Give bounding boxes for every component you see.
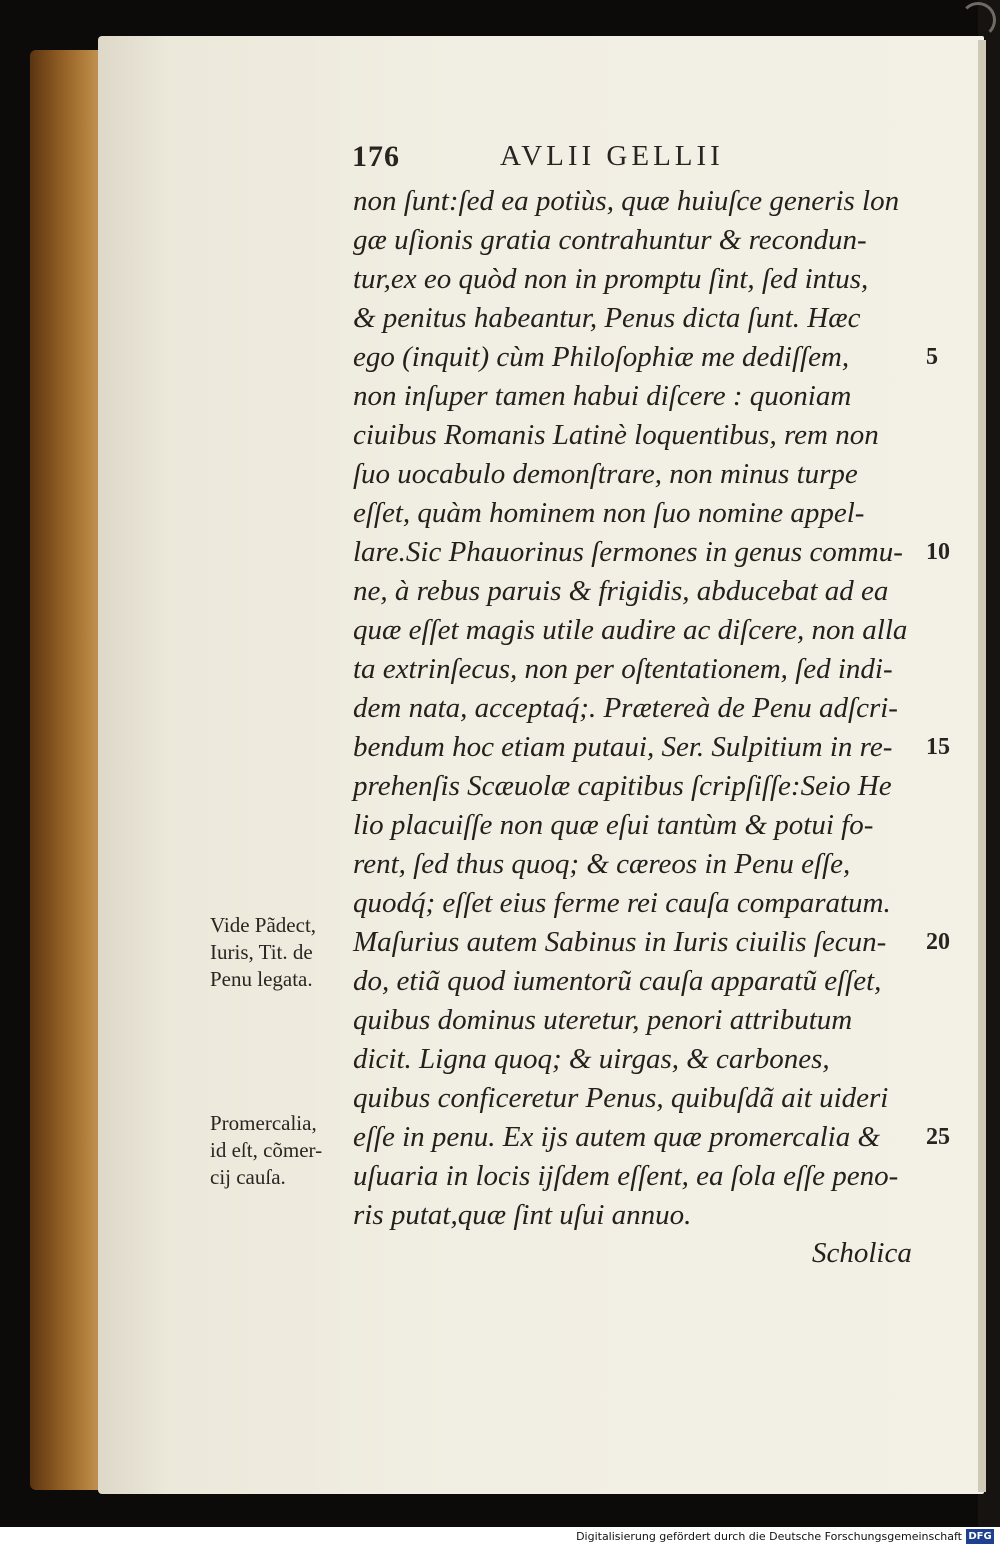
footer-bar	[0, 1527, 1000, 1547]
line-number: 15	[926, 734, 950, 760]
margin-note-promercalia	[210, 1110, 360, 1191]
page-number: 176	[352, 140, 400, 173]
margin-note-line: Iuris, Tit. de	[210, 940, 313, 964]
text-line: dicit. Ligna quoq; & uirgas, & carbones,	[353, 1043, 830, 1075]
running-title: AVLII GELLII	[500, 140, 724, 172]
line-number: 10	[926, 539, 950, 565]
text-line: quibus conficeretur Penus, quibuſdã ait uideri	[353, 1082, 889, 1114]
text-line: non ſunt:ſed ea potiùs, quæ huiuſce generis lon	[353, 185, 900, 217]
margin-note-line: id eſt, cõmer-	[210, 1138, 323, 1162]
clasp-mark-icon	[960, 2, 996, 38]
dfg-logo-icon: DFG	[966, 1529, 994, 1544]
main-text	[353, 182, 925, 1235]
text-line: non inſuper tamen habui diſcere : quoniam	[353, 380, 852, 412]
text-line: uſuaria in locis ijſdem eſſent, ea ſola eſſe peno-	[353, 1160, 899, 1192]
margin-note-line: cij cauſa.	[210, 1165, 286, 1189]
page-fore-edge	[978, 40, 986, 1492]
text-line: Maſurius autem Sabinus in Iuris ciuilis ſecun-	[353, 926, 887, 958]
margin-note-line: Promercalia,	[210, 1111, 317, 1135]
text-line: ris putat,quæ ſint uſui annuo.	[353, 1199, 692, 1231]
margin-note-line: Vide Pãdect,	[210, 913, 317, 937]
text-line: quibus dominus uteretur, penori attributum	[353, 1004, 853, 1036]
line-number: 5	[926, 344, 938, 370]
text-line: eſſet, quàm hominem non ſuo nomine appel-	[353, 497, 865, 529]
text-line: quæ eſſet magis utile audire ac diſcere, non alla	[353, 614, 908, 646]
margin-note-pandect	[210, 912, 360, 993]
text-line: do, etiã quod iumentorũ cauſa apparatũ eſſet,	[353, 965, 882, 997]
running-head	[352, 138, 792, 178]
text-line: & penitus habeantur, Penus dicta ſunt. Hæc	[353, 302, 861, 334]
text-line: gæ uſionis gratia contrahuntur & recondun-	[353, 224, 867, 256]
text-line: ſuo uocabulo demonſtrare, non minus turpe	[353, 458, 858, 490]
text-line: rent, ſed thus quoq; & cæreos in Penu eſſe,	[353, 848, 851, 880]
line-numbers	[926, 182, 974, 1232]
margin-note-line: Penu legata.	[210, 967, 313, 991]
text-line: ego (inquit) cùm Philoſophiæ me dediſſem,	[353, 341, 850, 373]
text-line: ciuibus Romanis Latinè loquentibus, rem non	[353, 419, 879, 451]
line-number: 20	[926, 929, 950, 955]
catchword: Scholica	[812, 1237, 912, 1269]
text-line: lare.Sic Phauorinus ſermones in genus commu-	[353, 536, 903, 568]
text-line: bendum hoc etiam putaui, Ser. Sulpitium in re-	[353, 731, 893, 763]
text-line: tur,ex eo quòd non in promptu ſint, ſed intus,	[353, 263, 869, 295]
text-line: prehenſis Scæuolæ capitibus ſcripſiſſe:Seio He	[353, 770, 892, 802]
text-line: quodq́; eſſet eius ferme rei cauſa comparatum.	[353, 887, 891, 919]
text-line: ne, à rebus paruis & frigidis, abducebat ad ea	[353, 575, 889, 607]
footer-credit: Digitalisierung gefördert durch die Deutsche Forschungsgemeinschaft	[576, 1530, 962, 1543]
text-line: eſſe in penu. Ex ijs autem quæ promercalia &	[353, 1121, 881, 1153]
text-line: lio placuiſſe non quæ eſui tantùm & potui fo-	[353, 809, 874, 841]
text-line: ta extrinſecus, non per oſtentationem, ſed indi-	[353, 653, 893, 685]
text-line: dem nata, acceptaq́;. Prætereà de Penu adſcri-	[353, 692, 898, 724]
line-number: 25	[926, 1124, 950, 1150]
